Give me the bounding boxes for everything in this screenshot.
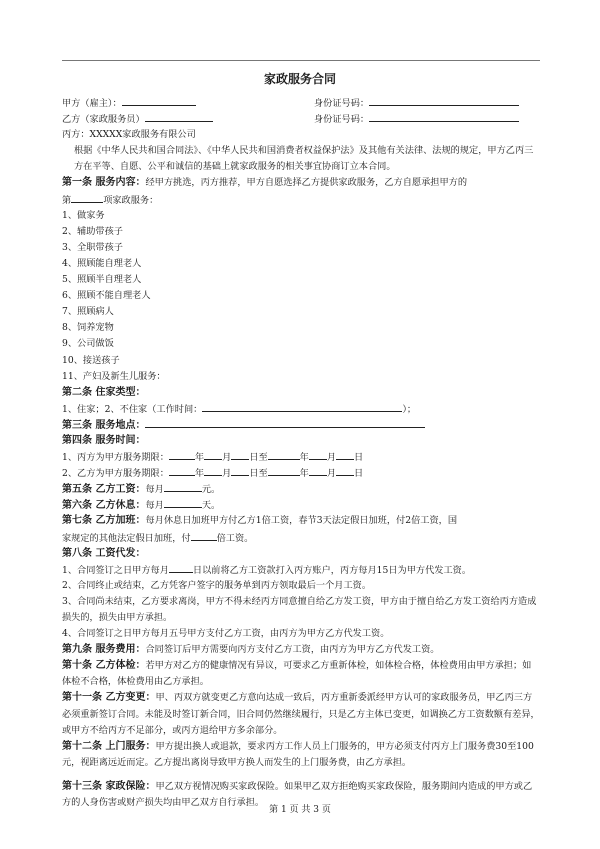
- article-11: [62, 690, 540, 738]
- article-4-row1: [62, 449, 540, 465]
- article-10-title: 第十条 乙方体检：: [62, 660, 146, 672]
- party-a-name-blank[interactable]: [122, 95, 196, 106]
- party-b-id-blank[interactable]: [369, 111, 519, 122]
- party-a-label: 甲方（雇主）：: [62, 98, 122, 109]
- day-label: 日: [354, 468, 364, 480]
- term-c-prefix: 1、丙方为甲方服务期限：: [62, 452, 169, 464]
- article-12-title: 第十二条 上门服务：: [62, 740, 156, 752]
- rest-days-blank[interactable]: [164, 497, 202, 508]
- date-blank[interactable]: [309, 449, 327, 460]
- year-label: 年: [299, 468, 309, 480]
- preamble: 根据《中华人民共和国合同法》、《中华人民共和国消费者权益保护法》及其他有关法律、法规的规定，甲方乙丙三方在平等、自愿、公平和诚信的基础上就家政服务的相关事宜协商订立本合同。: [74, 145, 534, 173]
- party-b-label: 乙方（家政服务员）: [62, 114, 145, 126]
- article-4-heading: [62, 433, 540, 449]
- article-7-title: 第七条 乙方加班：: [62, 515, 146, 527]
- date-blank[interactable]: [268, 465, 300, 476]
- article-7: [62, 513, 540, 529]
- header-rule: [62, 60, 540, 61]
- overtime-multiplier-blank[interactable]: [191, 530, 217, 541]
- article-1-line2: [62, 192, 540, 208]
- article-1-text2b: 项家政服务：: [103, 194, 159, 206]
- date-blank[interactable]: [336, 465, 354, 476]
- list-item: 8、饲养宠物: [62, 322, 114, 334]
- list-item: 10、接送孩子: [62, 354, 120, 366]
- article-1: [62, 175, 540, 191]
- article-8-p2: 2、合同终止或结束，乙方凭客户签字的服务单到丙方领取最后一个月工资。: [62, 579, 372, 591]
- date-blank[interactable]: [169, 465, 195, 476]
- article-8-p1b: 日以前将乙方工资款打入丙方账户，丙方每月15日为甲方代发工资。: [192, 564, 472, 576]
- service-item-blank[interactable]: [71, 192, 103, 203]
- party-b-id-label: 身份证号码：: [314, 114, 370, 126]
- article-9-text: 合同签订后甲方需要向丙方支付乙方工资，由丙方为甲方乙方代发工资。: [145, 644, 440, 656]
- article-2-text-b: ）；: [402, 403, 417, 415]
- year-label: 年: [194, 452, 205, 464]
- list-item: 11、产妇及新生儿服务：: [62, 370, 166, 382]
- party-c-line: 丙方：XXXXX家政服务有限公司: [62, 129, 196, 141]
- party-a-id-label: 身份证号码：: [314, 98, 370, 109]
- article-13-title: 第十三条 家政保险：: [62, 780, 156, 792]
- article-6-text-b: 天。: [201, 500, 221, 512]
- party-a-row: [62, 95, 540, 111]
- article-1-text2a: 第: [62, 194, 72, 206]
- article-4-title: 第四条 服务时间：: [62, 434, 146, 446]
- article-6: [62, 497, 540, 513]
- article-8-p3: 3、合同尚未结束，乙方要求离岗，甲方不得未经丙方同意擅自给乙方发工资，甲方由于擅自给乙方发工资给丙方造成损失的，损失由甲方承担。: [62, 595, 537, 623]
- article-10-text: 若甲方对乙方的健康情况有异议，可要求乙方重新体检，如体检合格，体检费用由甲方承担；如体检不合格，体检费用由乙方承担。: [62, 660, 532, 688]
- article-12: [62, 739, 540, 771]
- party-a-id-blank[interactable]: [369, 95, 519, 106]
- party-b-row: [62, 111, 540, 127]
- year-label: 年: [194, 468, 205, 480]
- article-10: [62, 658, 540, 690]
- article-4-row2: [62, 465, 540, 481]
- article-11-text: 甲、丙双方就变更乙方意向达成一致后，丙方重新委派经甲方认可的家政服务员，甲乙丙三方必须重新签订合同。未能及时签订新合同，旧合同仍然继续履行，只是乙方主体已变更，如调换乙方工资数额有差异，或甲方不给丙方不足部分，或丙方退给甲方多余部分。: [62, 692, 540, 736]
- article-13-text: 甲乙双方视情况购买家政保险。如果甲乙双方拒绝购买家政保险，服务期间内造成的甲方或乙方的人身伤害或财产损失均由甲乙双方自行承担。: [62, 780, 533, 809]
- list-item: 4、照顾能自理老人: [62, 257, 142, 269]
- article-6-title: 第六条 乙方休息：: [62, 500, 146, 512]
- article-5-text-b: 元。: [201, 484, 221, 496]
- article-2-text-a: 1、住家；2、不住家（工作时间：: [62, 403, 203, 415]
- article-11-title: 第十一条 乙方变更：: [62, 692, 156, 704]
- article-3-title: 第三条 服务地点：: [62, 419, 146, 431]
- article-5-text-a: 每月: [145, 484, 164, 496]
- list-item: 3、全职带孩子: [62, 241, 123, 253]
- month-label: 月: [222, 452, 232, 464]
- article-6-text-a: 每月: [145, 500, 164, 512]
- article-1-text: 经甲方挑选，丙方推荐，甲方自愿选择乙方提供家政服务，乙方自愿承担甲方的: [145, 177, 468, 189]
- date-blank[interactable]: [268, 449, 300, 460]
- list-item: 7、照顾病人: [62, 306, 114, 318]
- month-label: 月: [326, 468, 337, 480]
- article-8-title: 第八条 工资代发：: [62, 547, 146, 559]
- term-b-prefix: 2、乙方为甲方服务期限：: [62, 468, 169, 480]
- article-7-text2b: 倍工资。: [216, 532, 254, 544]
- article-2-heading: [62, 385, 540, 401]
- list-item: 5、照顾半自理老人: [62, 274, 142, 286]
- article-2-title: 第二条 住家类型：: [62, 386, 146, 398]
- article-9-title: 第九条 服务费用：: [62, 644, 146, 656]
- article-7-line2: [62, 530, 540, 546]
- salary-blank[interactable]: [164, 481, 202, 492]
- date-blank[interactable]: [231, 465, 249, 476]
- article-8-heading: [62, 546, 540, 562]
- date-blank[interactable]: [231, 449, 249, 460]
- date-blank[interactable]: [169, 449, 195, 460]
- page-number: 第 1 页 共 3 页: [269, 805, 331, 815]
- article-8-p1: [62, 562, 540, 578]
- spacer: [62, 771, 540, 779]
- party-b-name-blank[interactable]: [145, 111, 213, 122]
- article-5-title: 第五条 乙方工资：: [62, 484, 146, 496]
- contract-body: [62, 95, 540, 811]
- day-to-label: 日至: [249, 452, 268, 464]
- month-label: 月: [326, 452, 337, 464]
- list-item: 6、照顾不能自理老人: [62, 290, 151, 302]
- list-item: 2、辅助带孩子: [62, 225, 123, 237]
- date-blank[interactable]: [204, 465, 222, 476]
- article-5: [62, 481, 540, 497]
- day-to-label: 日至: [249, 468, 268, 480]
- article-8-p4: 4、合同签订之日甲方每月五号甲方支付乙方工资，由丙方为甲方乙方代发工资。: [62, 628, 390, 640]
- day-label: 日: [354, 452, 364, 464]
- article-7-text2a: 家规定的其他法定假日加班，付: [62, 532, 191, 544]
- work-hours-blank[interactable]: [202, 401, 402, 412]
- month-label: 月: [222, 468, 232, 480]
- payday-blank[interactable]: [169, 562, 193, 573]
- article-12-text: 甲方提出换人或退款，要求丙方工作人员上门服务的，甲方必须支付丙方上门服务费30至100元，视距离远近而定。乙方提出离岗导致甲方换人而发生的上门服务费，由乙方承担。: [62, 740, 534, 768]
- document-title: 家政服务合同: [263, 72, 336, 86]
- list-item: 1、做家务: [62, 209, 105, 221]
- article-8-p1a: 1、合同签订之日甲方每月: [62, 564, 169, 576]
- list-item: 9、公司做饭: [62, 338, 114, 350]
- article-1-heading: 第一条 服务内容：: [62, 177, 146, 189]
- article-9: [62, 642, 540, 658]
- article-2-text: [62, 401, 540, 417]
- article-7-text: 每月休息日加班甲方付乙方1倍工资，春节3天法定假日加班，付2倍工资，国: [145, 515, 458, 527]
- date-blank[interactable]: [204, 449, 222, 460]
- year-label: 年: [299, 452, 309, 464]
- date-blank[interactable]: [309, 465, 327, 476]
- article-3: [62, 417, 540, 433]
- service-location-blank[interactable]: [145, 417, 425, 428]
- date-blank[interactable]: [336, 449, 354, 460]
